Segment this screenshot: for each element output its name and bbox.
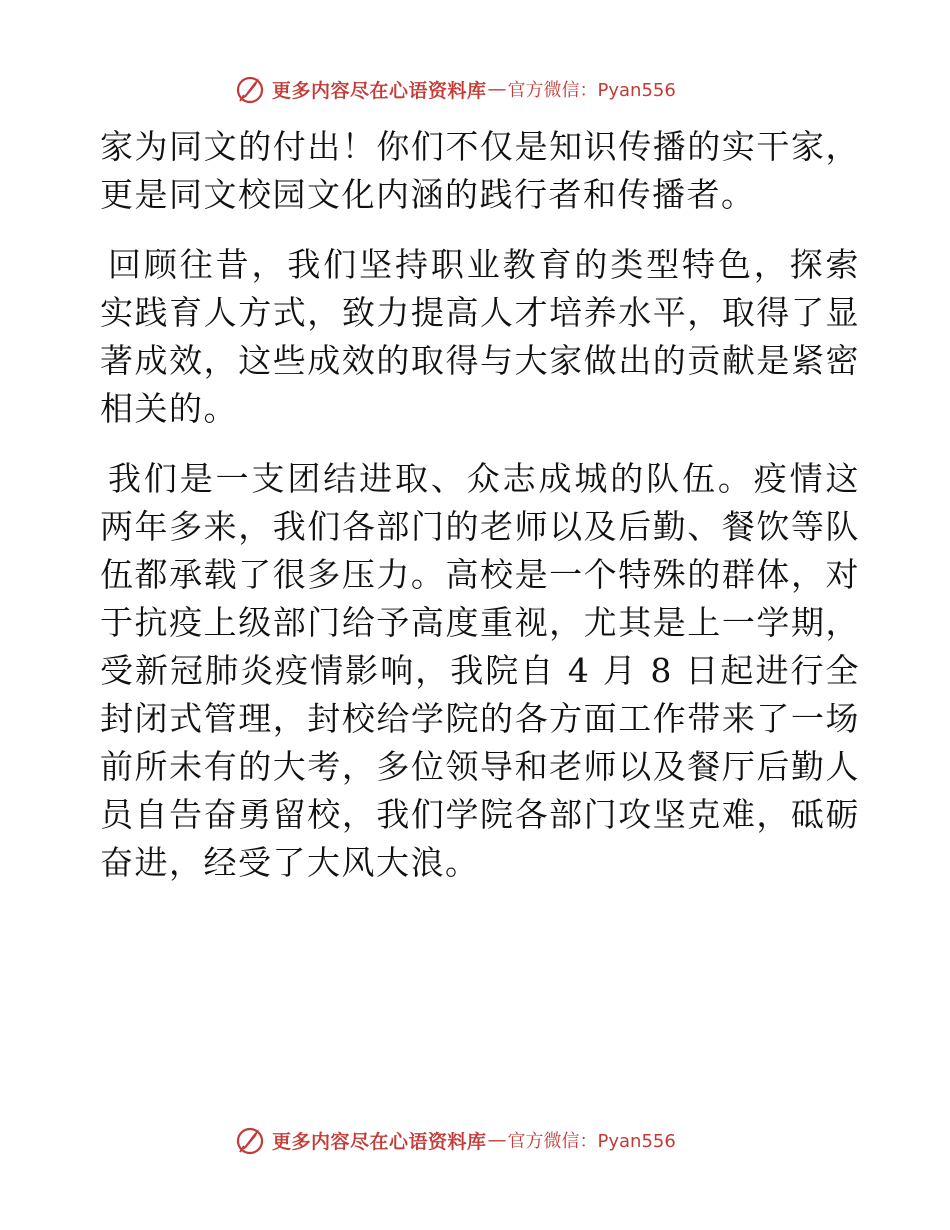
watermark-contact-text: 官方微信：Pyan556 <box>507 80 676 101</box>
page-header-watermark <box>234 72 754 106</box>
page-footer-watermark <box>234 1123 754 1157</box>
watermark-dash: — <box>487 78 507 100</box>
paragraph-2: 回顾往昔，我们坚持职业教育的类型特色，探索实践育人方式，致力提高人才培养水平，取得了显著成效，这些成效的取得与大家做出的贡献是紧密相关的。 <box>100 245 860 428</box>
watermark-dash: — <box>487 1129 507 1151</box>
watermark-main-text: 更多内容尽在心语资料库 <box>272 79 487 102</box>
document-body <box>100 123 860 887</box>
watermark-contact-text: 官方微信：Pyan556 <box>507 1131 676 1152</box>
paragraph-1: 家为同文的付出！你们不仅是知识传播的实干家，更是同文校园文化内涵的践行者和传播者。 <box>100 127 860 214</box>
paragraph-3: 我们是一支团结进取、众志成城的队伍。疫情这两年多来，我们各部门的老师以及后勤、餐饮等队伍都承载了很多压力。高校是一个特殊的群体，对于抗疫上级部门给予高度重视，尤其是上一学期，受新冠肺炎疫情影响，我院自 4 月 8 日起进行全封闭式管理，封校给学院的各方面工作带来了一场前所未有的大考，多位领导和老师以及餐厅后勤人员自告奋勇留校，我们学院各部门攻坚克难，砥砺奋进，经受了大风大浪。 <box>100 459 860 882</box>
quill-logo-icon <box>234 1124 266 1156</box>
quill-logo-icon <box>234 73 266 105</box>
watermark-main-text: 更多内容尽在心语资料库 <box>272 1130 487 1153</box>
